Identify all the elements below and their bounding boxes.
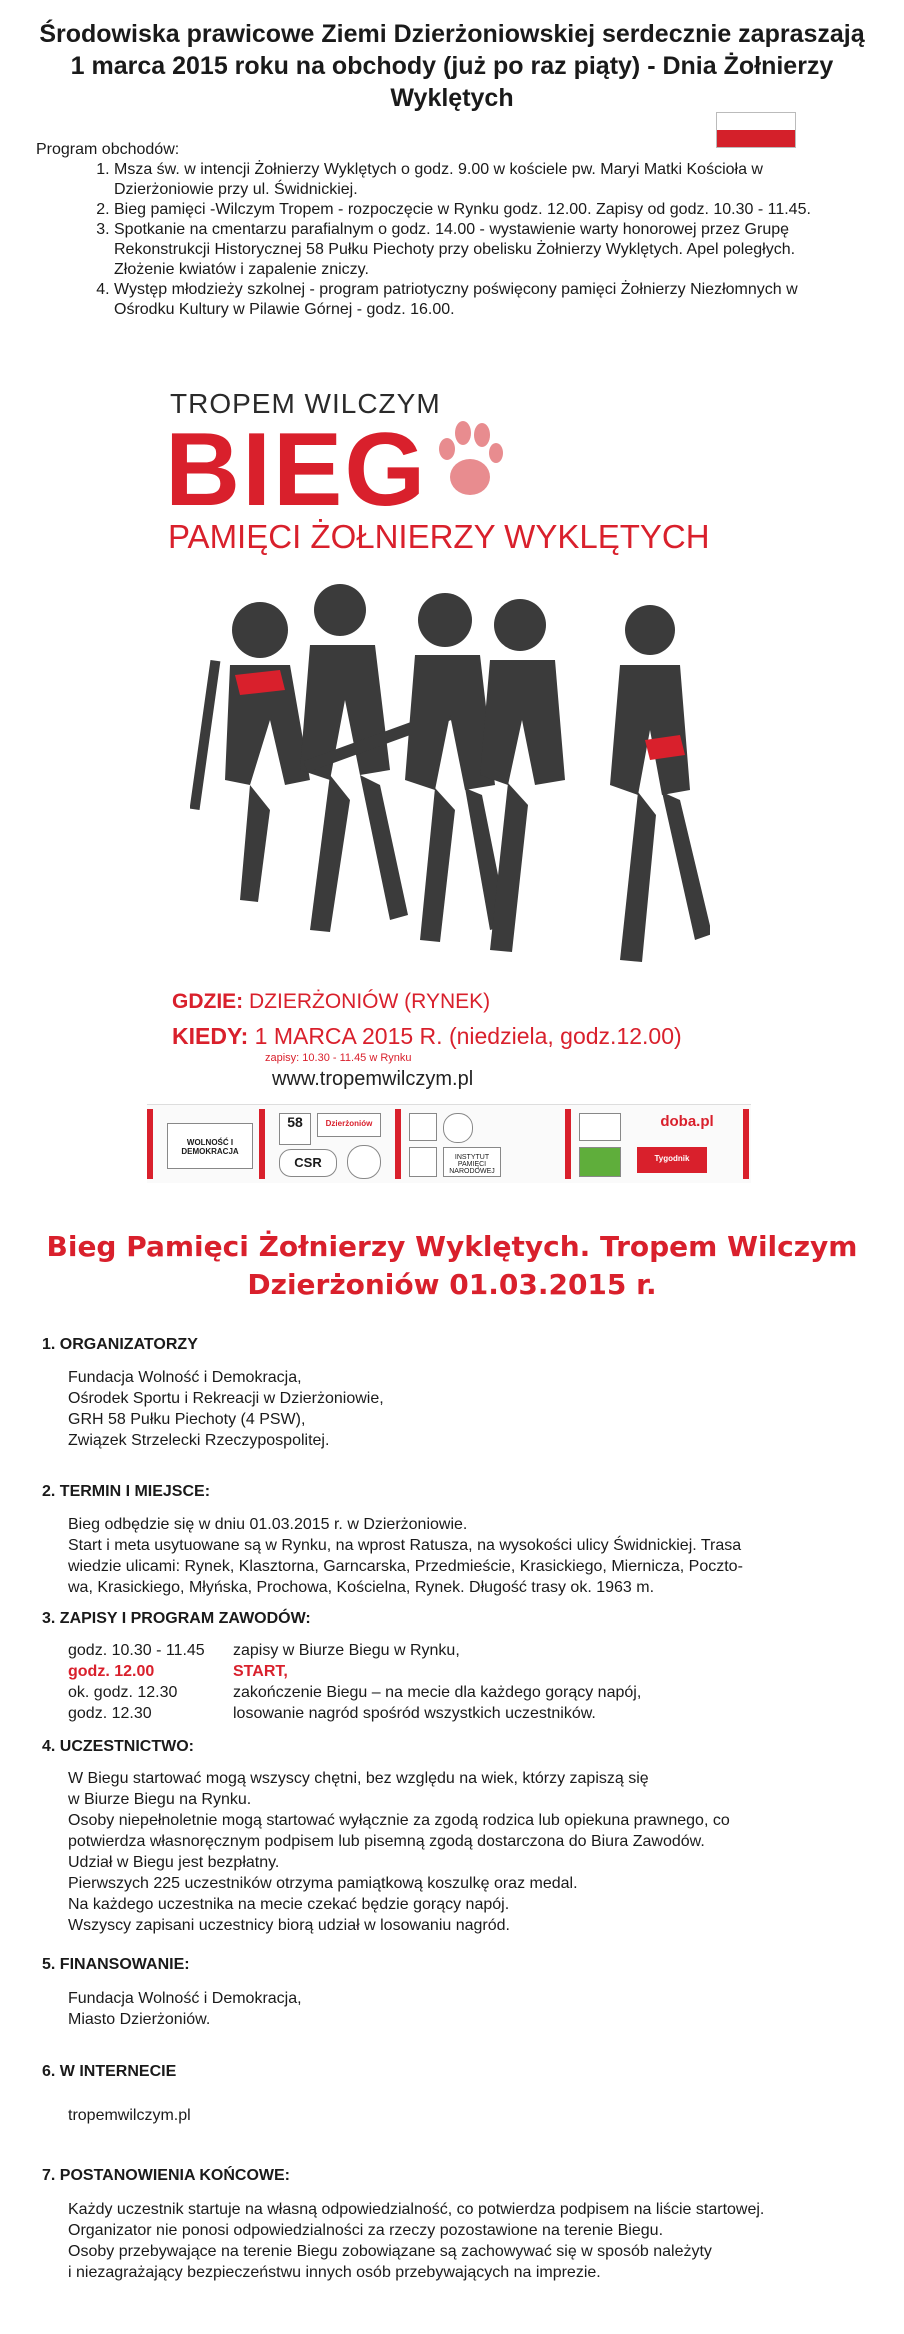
regulations-title-line2: Dzierżoniów 01.03.2015 r. <box>247 1268 657 1301</box>
section-internet-body <box>68 2105 868 2126</box>
text-line: Bieg odbędzie się w dniu 01.03.2015 r. w Dzierżoniowie. <box>68 1516 468 1533</box>
text-line: Każdy uczestnik startuje na własną odpowiedzialność, co potwierdza podpisem na liście startowej. <box>68 2201 765 2218</box>
logo-text: doba.pl <box>660 1113 714 1130</box>
section-final-provisions-title: 7. POSTANOWIENIA KOŃCOWE: <box>42 2167 290 2184</box>
logo-tygodnik <box>637 1147 707 1173</box>
organizer-line: Związek Strzelecki Rzeczypospolitej. <box>68 1432 330 1449</box>
text-line: Start i meta usytuowane są w Rynku, na wprost Ratusza, na wysokości ulicy Świdnickiej. Trasa <box>68 1537 742 1554</box>
logo-emblem <box>443 1113 473 1143</box>
section-financing-title: 5. FINANSOWANIE: <box>42 1956 190 1973</box>
program-section <box>36 140 856 320</box>
logo-emblem <box>579 1147 621 1177</box>
logo-divider <box>147 1109 153 1179</box>
logo-doba <box>637 1113 737 1139</box>
poster-where <box>172 990 490 1014</box>
logo-divider <box>565 1109 571 1179</box>
schedule-desc: zakończenie Biegu – na mecie dla każdego gorący napój, <box>233 1684 642 1701</box>
logo-emblem <box>409 1113 437 1141</box>
logo-emblem <box>347 1145 381 1179</box>
logo-emblem <box>409 1147 437 1177</box>
when-label: KIEDY: <box>172 1023 249 1049</box>
section-organizers-title: 1. ORGANIZATORZY <box>42 1336 198 1353</box>
program-item: 3. Spotkanie na cmentarzu parafialnym o godz. 14.00 - wystawienie warty honorowej przez Grupę Rekonstrukcji Historycznej 58 Pułku Piechoty przy obelisku Żołnierzy Wyklętych. Apel poległych. Złożenie kwiatów i zapalenie zniczy. <box>114 220 856 280</box>
logo-emblem <box>579 1113 621 1141</box>
where-value: DZIERŻONIÓW (RYNEK) <box>249 990 491 1013</box>
poster-big-title: BIEG <box>165 412 428 528</box>
schedule-time: godz. 10.30 - 11.45 <box>68 1642 205 1659</box>
logo-text: Dzierżoniów <box>325 1119 373 1128</box>
logo-grh58 <box>279 1113 311 1145</box>
program-list <box>36 160 856 320</box>
text-line: wiedzie ulicami: Rynek, Klasztorna, Garncarska, Przedmieście, Krasickiego, Miernicza, Poczto- <box>68 1558 743 1575</box>
text-line: Udział w Biegu jest bezpłatny. <box>68 1854 280 1871</box>
organizer-line: Ośrodek Sportu i Rekreacji w Dzierżoniowie, <box>68 1390 384 1407</box>
sponsor-logos <box>147 1104 751 1183</box>
regulations-title-line1: Bieg Pamięci Żołnierzy Wyklętych. Tropem Wilczym <box>46 1230 858 1263</box>
text-line: Osoby przebywające na terenie Biegu zobowiązane są zachowywać się w sposób należyty <box>68 2243 712 2260</box>
schedule-desc: zapisy w Biurze Biegu w Rynku, <box>233 1642 460 1659</box>
program-heading: Program obchodów: <box>36 141 180 158</box>
text-line: potwierdza własnoręcznym podpisem lub pisemną zgodą dostarczona do Biura Zawodów. <box>68 1833 705 1850</box>
schedule-table <box>68 1640 828 1730</box>
text-line: w Biurze Biegu na Rynku. <box>68 1791 252 1808</box>
schedule-time: ok. godz. 12.30 <box>68 1684 178 1701</box>
section-schedule-title: 3. ZAPISY I PROGRAM ZAWODÓW: <box>42 1610 311 1627</box>
text-line: i niezagrażający bezpieczeństwu innych osób przebywających na imprezie. <box>68 2264 601 2281</box>
runners-illustration <box>190 570 710 970</box>
poster-when <box>172 1023 682 1050</box>
poster-registration: zapisy: 10.30 - 11.45 w Rynku <box>265 1052 412 1064</box>
logo-text: INSTYTUT PAMIĘCI NARODOWEJ <box>449 1154 495 1175</box>
section-participation-title: 4. UCZESTNICTWO: <box>42 1738 194 1755</box>
program-item: 2. Bieg pamięci -Wilczym Tropem - rozpoczęcie w Rynku godz. 12.00. Zapisy od godz. 10.30 - 11.45. <box>114 200 856 220</box>
section-final-provisions-body <box>68 2199 868 2283</box>
schedule-desc: START, <box>233 1663 288 1680</box>
where-label: GDZIE: <box>172 990 244 1013</box>
paw-print-icon <box>435 415 505 505</box>
schedule-desc: losowanie nagród spośród wszystkich uczestników. <box>233 1705 596 1722</box>
organizer-line: GRH 58 Pułku Piechoty (4 PSW), <box>68 1411 306 1428</box>
when-value: 1 MARCA 2015 R. (niedziela, godz.12.00) <box>254 1023 682 1049</box>
text-line: Wszyscy zapisani uczestnicy biorą udział w losowaniu nagród. <box>68 1917 510 1934</box>
section-financing-body <box>68 1988 868 2030</box>
logo-dzierzoniow <box>317 1113 381 1137</box>
logo-text: 58 <box>287 1114 303 1130</box>
text-line: Osoby niepełnoletnie mogą startować wyłącznie za zgodą rodzica lub opiekuna prawnego, co <box>68 1812 730 1829</box>
section-internet-title: 6. W INTERNECIE <box>42 2063 177 2080</box>
section-date-place-title: 2. TERMIN I MIEJSCE: <box>42 1483 211 1500</box>
logo-text: CSR <box>294 1155 322 1170</box>
logo-divider <box>259 1109 265 1179</box>
logo-divider <box>395 1109 401 1179</box>
text-line: W Biegu startować mogą wszyscy chętni, bez względu na wiek, którzy zapiszą się <box>68 1770 649 1787</box>
logo-divider <box>743 1109 749 1179</box>
website-link[interactable]: tropemwilczym.pl <box>68 2107 191 2124</box>
logo-ipn <box>443 1147 501 1177</box>
schedule-time: godz. 12.30 <box>68 1705 152 1722</box>
schedule-time: godz. 12.00 <box>68 1663 155 1680</box>
regulations-title <box>20 1228 884 1304</box>
organizer-line: Fundacja Wolność i Demokracja, <box>68 1369 302 1386</box>
program-item: 4. Występ młodzieży szkolnej - program patriotyczny poświęcony pamięci Żołnierzy Niezłomnych w Ośrodku Kultury w Pilawie Górnej - godz. 16.00. <box>114 280 856 320</box>
logo-wolnosc-demokracja <box>167 1123 253 1169</box>
section-date-place-body <box>68 1514 868 1598</box>
page-title: Środowiska prawicowe Ziemi Dzierżoniowskiej serdecznie zapraszają 1 marca 2015 roku na obchody (już po raz piąty) - Dnia Żołnierzy Wyklętych <box>39 20 865 112</box>
text-line: Fundacja Wolność i Demokracja, <box>68 1990 302 2007</box>
logo-csr <box>279 1149 337 1177</box>
section-organizers-body <box>68 1367 868 1451</box>
logo-text: WOLNOŚĆ I DEMOKRACJA <box>181 1138 239 1156</box>
poster-website: www.tropemwilczym.pl <box>272 1068 474 1090</box>
text-line: Organizator nie ponosi odpowiedzialności za rzeczy pozostawione na terenie Biegu. <box>68 2222 664 2239</box>
text-line: Pierwszych 225 uczestników otrzyma pamiątkową koszulkę oraz medal. <box>68 1875 578 1892</box>
text-line: Na każdego uczestnika na mecie czekać będzie gorący napój. <box>68 1896 510 1913</box>
program-item: 1. Msza św. w intencji Żołnierzy Wyklętych o godz. 9.00 w kościele pw. Maryi Matki Kościoła w Dzierżoniowie przy ul. Świdnickiej. <box>114 160 856 200</box>
poster-subtitle: PAMIĘCI ŻOŁNIERZY WYKLĘTYCH <box>168 518 710 555</box>
text-line: wa, Krasickiego, Młyńska, Prochowa, Kościelna, Rynek. Długość trasy ok. 1963 m. <box>68 1579 655 1596</box>
text-line: Miasto Dzierżoniów. <box>68 2011 211 2028</box>
poster-tagline: TROPEM WILCZYM <box>170 388 441 419</box>
logo-text: Tygodnik <box>654 1154 690 1163</box>
section-participation-body <box>68 1768 868 1936</box>
